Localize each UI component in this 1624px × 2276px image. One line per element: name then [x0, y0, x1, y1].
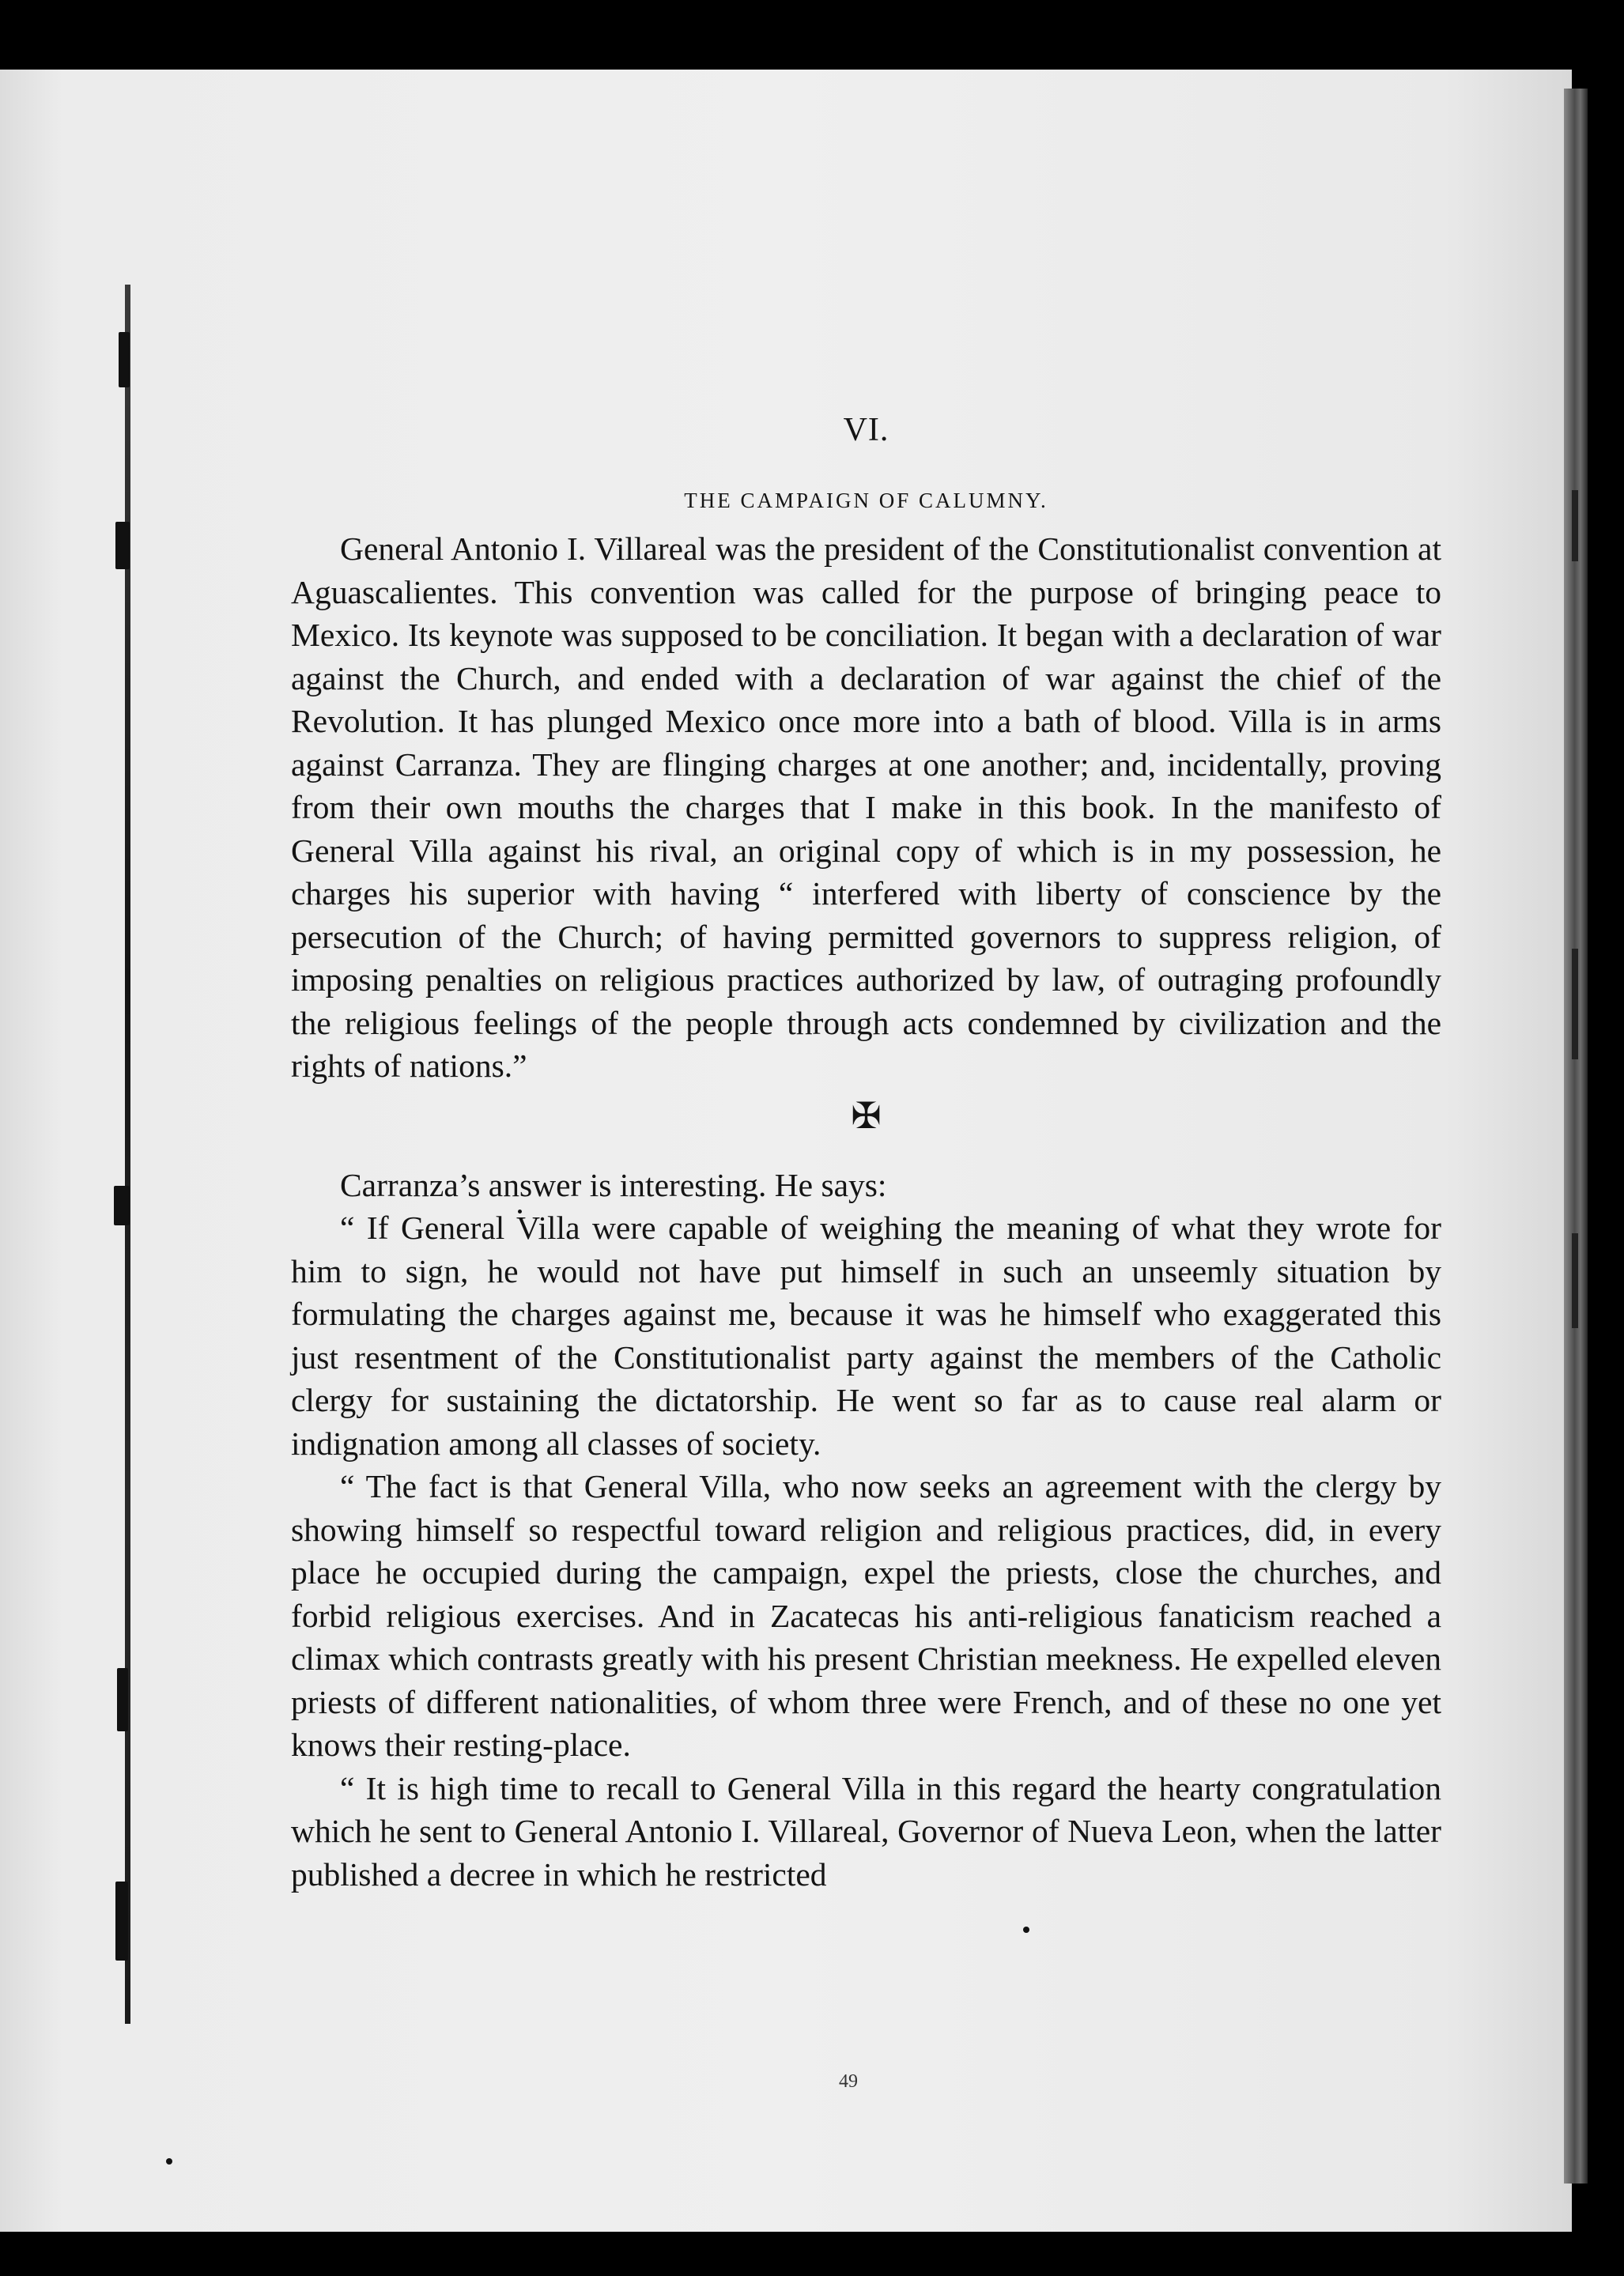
page-edge-shadow: [1564, 89, 1588, 2184]
chapter-title: THE CAMPAIGN OF CALUMNY.: [684, 489, 1048, 512]
quoted-paragraph: “ The fact is that General Villa, who now seeks an agreement with the clergy by showing himself so respectful toward religion and religious practices, did, in every place he occupied during the campaign, expel the priests, close the churches, and forbid religious exercises. And in Zacatecas his anti-religious fanaticism reached a climax which contrasts greatly with his present Christian meekness. He expelled eleven priests of different nationalities, of whom three were French, and of these no one yet knows their resting-place.: [291, 1468, 1441, 1763]
cross-divider: ✠: [851, 1095, 882, 1136]
gutter-mark: [115, 522, 130, 569]
body-paragraph: Carranza’s answer is interesting. He says:: [340, 1166, 887, 1203]
edge-mark: [1572, 490, 1578, 561]
page-number: 49: [839, 2071, 858, 2092]
gutter-mark: [119, 332, 130, 387]
body-paragraph: General Antonio I. Villareal was the president of the Constitutionalist convention at Aguascalientes. This convention was called for the purpose of bringing peace to Mexico. Its keynote was supposed to be conciliation. It began with a declaration of war against the Church, and ended with a declaration of war against the chief of the Revolution. It has plunged Mexico once more into a bath of blood. Villa is in arms against Carranza. They are flinging charges at one another; and, incidentally, proving from their own mouths the charges that I make in this book. In the manifesto of General Villa against his rival, an original copy of which is in my possession, he charges his superior with having “ interfered with liberty of conscience by the persecution of the Church; of having permitted governors to suppress religion, of imposing penalties on religious practices authorized by law, of outraging profoundly the religious feelings of the people through acts condemned by civilization and the rights of nations.”: [291, 530, 1441, 1084]
chapter-number: VI.: [843, 412, 889, 448]
quoted-paragraph: “ If General Villa were capable of weighing the meaning of what they wrote for him to sign, he would not have put himself in such an unseemly situation by formulating the charges against me, because it was he himself who exaggerated this just resentment of the Constitutionalist party against the members of the Catholic clergy for sustaining the dictatorship. He went so far as to cause real alarm or indignation among all classes of society.: [291, 1210, 1441, 1462]
gutter-mark: [115, 1882, 128, 1961]
quoted-paragraph: “ It is high time to recall to General Villa in this regard the hearty congratulation which he sent to General Antonio I. Villareal, Governor of Nueva Leon, when the latter published a decree in which he restricted: [291, 1769, 1441, 1893]
dust-speck: [166, 2158, 172, 2165]
gutter-mark: [114, 1186, 130, 1225]
page-content: [291, 411, 1441, 1896]
edge-mark: [1572, 949, 1578, 1059]
gutter-mark: [117, 1668, 128, 1731]
dust-speck: [1023, 1927, 1029, 1933]
edge-mark: [1572, 1233, 1578, 1328]
